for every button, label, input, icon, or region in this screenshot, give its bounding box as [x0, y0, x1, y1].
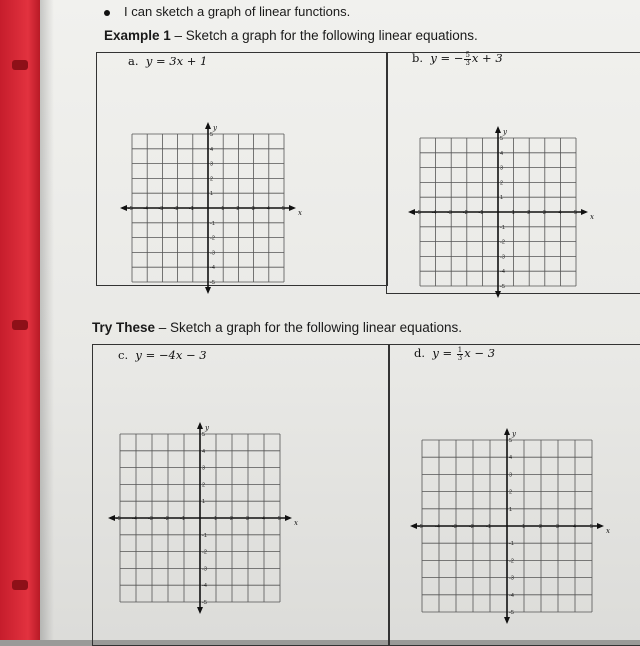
example-heading — [104, 28, 478, 43]
x-tick-label: 4 — [573, 524, 577, 530]
y-tick-label: -3 — [509, 575, 514, 582]
page-shadow — [40, 0, 54, 640]
x-axis-label: x — [606, 527, 610, 535]
binder-hole — [12, 60, 28, 70]
fraction — [464, 52, 470, 67]
y-tick-label: 1 — [509, 506, 513, 513]
y-axis-label: y — [205, 424, 209, 432]
y-tick-label: 5 — [509, 438, 513, 444]
x-tick-label: -2 — [164, 516, 169, 522]
x-tick-label: 1 — [214, 516, 218, 522]
x-tick-label: -3 — [148, 516, 153, 522]
x-tick-label: -1 — [486, 524, 491, 530]
bullet-icon — [104, 10, 110, 16]
example-instruction: – Sketch a graph for the following linear equations. — [170, 28, 478, 43]
y-axis-label: y — [213, 124, 217, 132]
y-tick-label: 5 — [500, 136, 504, 142]
binder-hole — [12, 320, 28, 330]
y-tick-label: -1 — [202, 532, 207, 539]
problem-letter: b. — [412, 51, 424, 65]
y-tick-label: -3 — [210, 250, 215, 257]
x-tick-label: 5 — [278, 516, 282, 522]
x-axis-label: x — [590, 213, 594, 221]
problem-a — [128, 54, 207, 68]
x-tick-label: -4 — [435, 524, 440, 530]
y-tick-label: -4 — [202, 583, 207, 590]
x-tick-label: -5 — [416, 210, 421, 216]
x-tick-label: 3 — [251, 206, 255, 212]
x-tick-label: -2 — [173, 206, 179, 212]
y-tick-label: -4 — [210, 265, 215, 272]
y-tick-label: 4 — [202, 448, 206, 455]
y-tick-label: 1 — [210, 191, 214, 198]
y-tick-label: 2 — [210, 176, 214, 183]
x-tick-label: -5 — [116, 516, 121, 522]
y-tick-label: -5 — [509, 610, 514, 616]
coordinate-grid-a[interactable] — [112, 112, 304, 300]
y-tick-label: -5 — [210, 280, 215, 286]
y-tick-label: -2 — [500, 239, 505, 246]
axis-arrow-icon — [285, 515, 292, 521]
coordinate-grid-c[interactable] — [96, 410, 296, 618]
y-tick-label: -5 — [500, 284, 505, 290]
try-these-instruction: – Sketch a graph for the following linear equations. — [155, 320, 462, 335]
axis-arrow-icon — [205, 122, 211, 129]
equation-text: y = 3x + 1 — [145, 54, 208, 68]
y-tick-label: 2 — [202, 482, 206, 489]
x-tick-label: -1 — [180, 516, 185, 522]
x-tick-label: 3 — [542, 210, 546, 216]
equation-lhs: y = − — [430, 51, 464, 65]
problem-letter: a. — [128, 54, 139, 68]
fraction — [457, 347, 463, 362]
binder-divider-tab — [0, 0, 40, 640]
axis-arrow-icon — [197, 422, 203, 429]
binder-hole — [12, 580, 28, 590]
problem-letter: d. — [414, 346, 426, 360]
x-tick-label: -1 — [188, 206, 194, 212]
coordinate-grid-d[interactable] — [398, 416, 608, 628]
axis-arrow-icon — [410, 523, 417, 529]
problem-b — [412, 51, 503, 67]
x-tick-label: 5 — [590, 524, 594, 530]
equation-text: y = −4x − 3 — [135, 348, 207, 362]
y-tick-label: -2 — [202, 549, 207, 556]
x-tick-label: 2 — [236, 206, 240, 212]
x-tick-label: 3 — [246, 516, 250, 522]
y-tick-label: 5 — [210, 132, 214, 138]
x-tick-label: 3 — [556, 524, 560, 530]
x-tick-label: -2 — [462, 210, 468, 216]
coordinate-grid-b[interactable] — [398, 116, 594, 304]
x-tick-label: -5 — [418, 524, 423, 530]
x-tick-label: 2 — [230, 516, 234, 522]
y-tick-label: -4 — [509, 592, 514, 599]
axis-arrow-icon — [108, 515, 115, 521]
axis-arrow-icon — [597, 523, 604, 529]
axis-arrow-icon — [197, 607, 203, 614]
x-tick-label: 1 — [511, 210, 515, 216]
y-axis-label: y — [512, 430, 516, 438]
objective-text: I can sketch a graph of linear functions. — [124, 4, 351, 19]
axis-arrow-icon — [581, 209, 588, 215]
x-tick-label: -4 — [132, 516, 137, 522]
y-tick-label: 2 — [500, 180, 504, 187]
y-tick-label: 5 — [202, 432, 206, 438]
y-tick-label: -2 — [210, 235, 215, 242]
equation-rhs: x + 3 — [471, 51, 503, 65]
learning-objective — [104, 4, 350, 19]
y-tick-label: -1 — [210, 220, 215, 227]
fraction-denominator: 3 — [465, 58, 470, 67]
fraction-numerator: 1 — [457, 345, 463, 354]
x-tick-label: -1 — [478, 210, 484, 216]
y-tick-label: 4 — [500, 150, 504, 157]
axis-arrow-icon — [408, 209, 415, 215]
x-tick-label: 4 — [262, 516, 266, 522]
axis-arrow-icon — [289, 205, 296, 211]
fraction-denominator: 3 — [457, 353, 463, 362]
problem-letter: c. — [118, 348, 129, 362]
x-tick-label: -3 — [447, 210, 453, 216]
x-tick-label: 5 — [282, 206, 286, 212]
y-tick-label: 3 — [500, 165, 504, 172]
equation-lhs: y = — [432, 346, 456, 360]
x-axis-label: x — [294, 519, 298, 527]
axis-arrow-icon — [504, 617, 510, 624]
y-tick-label: 3 — [509, 472, 513, 479]
axis-arrow-icon — [495, 291, 501, 298]
x-tick-label: 1 — [522, 524, 526, 530]
y-tick-label: -5 — [202, 600, 207, 606]
axis-arrow-icon — [120, 205, 127, 211]
x-tick-label: -5 — [128, 206, 133, 212]
y-tick-label: 1 — [500, 195, 504, 202]
x-tick-label: 4 — [558, 210, 562, 216]
y-axis-label: y — [503, 128, 507, 136]
x-tick-label: 1 — [221, 206, 225, 212]
x-tick-label: 2 — [539, 524, 543, 530]
y-tick-label: -1 — [500, 224, 505, 231]
axis-arrow-icon — [205, 287, 211, 294]
x-tick-label: -3 — [452, 524, 457, 530]
equation-rhs: x − 3 — [464, 346, 496, 360]
y-tick-label: -3 — [202, 566, 207, 573]
y-tick-label: -2 — [509, 558, 514, 565]
x-tick-label: 2 — [527, 210, 531, 216]
try-these-heading — [92, 320, 462, 335]
x-tick-label: 4 — [266, 206, 270, 212]
example-label: Example 1 — [104, 28, 171, 43]
axis-arrow-icon — [504, 428, 510, 435]
fraction-numerator: 5 — [465, 50, 470, 59]
y-tick-label: 4 — [509, 455, 513, 462]
try-these-label: Try These — [92, 320, 156, 335]
y-tick-label: 2 — [509, 489, 513, 496]
y-tick-label: -1 — [509, 541, 514, 548]
y-tick-label: 1 — [202, 499, 206, 506]
y-tick-label: 4 — [210, 146, 214, 153]
x-tick-label: -4 — [143, 206, 149, 212]
y-tick-label: 3 — [210, 161, 214, 168]
y-tick-label: -3 — [500, 254, 505, 261]
y-tick-label: -4 — [500, 269, 505, 276]
x-tick-label: -2 — [469, 524, 474, 530]
x-tick-label: -3 — [158, 206, 164, 212]
y-tick-label: 3 — [202, 465, 206, 472]
problem-d — [414, 346, 495, 362]
problem-c — [118, 348, 207, 362]
axis-arrow-icon — [495, 126, 501, 133]
x-tick-label: 5 — [574, 210, 578, 216]
x-axis-label: x — [298, 209, 302, 217]
x-tick-label: -4 — [431, 210, 437, 216]
